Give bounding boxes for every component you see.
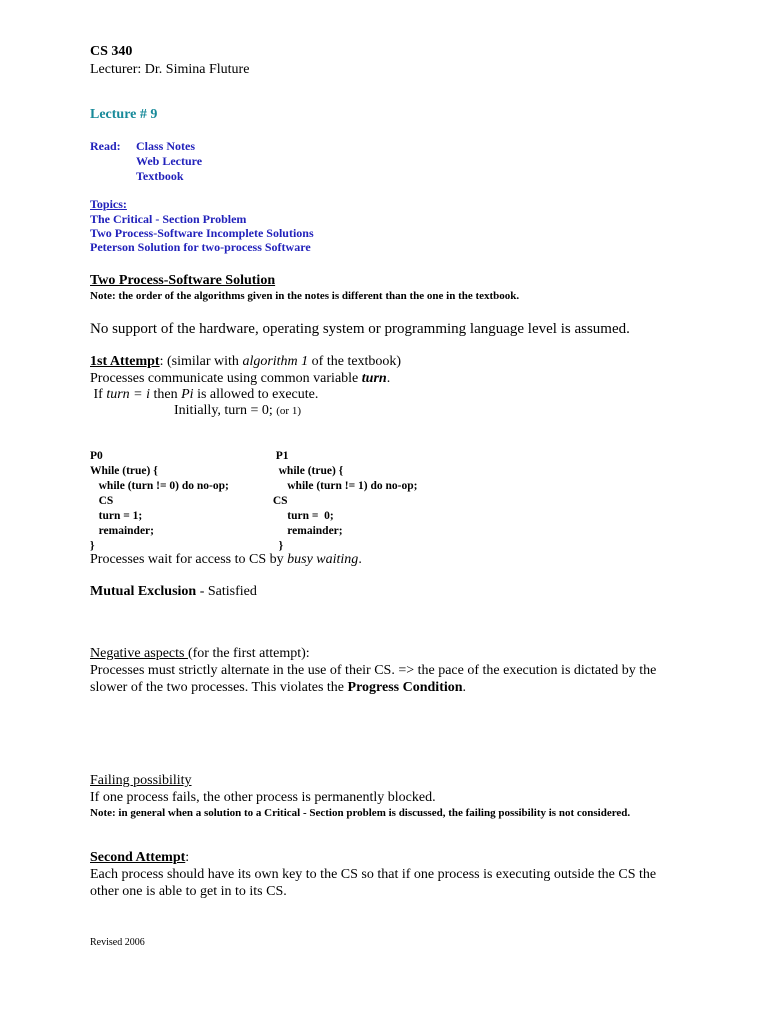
- code-line: While (true) {: [90, 465, 158, 477]
- code-block-p1: [270, 434, 417, 569]
- code-line: remainder;: [90, 525, 154, 537]
- negative-aspects-heading-line: [90, 646, 310, 662]
- attempt1-heading-rest-b: of the textbook): [308, 354, 402, 369]
- mutual-exclusion-status: - Satisfied: [196, 584, 257, 599]
- code-line: CS: [270, 495, 288, 507]
- attempt1-line2: [90, 387, 318, 403]
- progress-condition: Progress Condition: [347, 680, 463, 695]
- turn-variable: turn: [361, 371, 387, 386]
- code-line: P0: [90, 450, 103, 462]
- negative-aspects-rest: (for the first attempt):: [187, 646, 310, 661]
- algorithm-ref: algorithm 1: [242, 354, 309, 369]
- attempt2-colon: :: [185, 850, 190, 865]
- initial-text: Initially, turn = 0;: [174, 403, 273, 418]
- code-line: }: [270, 540, 284, 552]
- failing-note: Note: in general when a solution to a Critical - Section problem is discussed, the failing possibility is not considered.: [90, 807, 631, 819]
- turn-condition: turn = i: [106, 387, 151, 402]
- attempt1-heading-line: [90, 354, 401, 370]
- attempt2-text: Each process should have its own key to the CS so that if one process is executing outside the CS the other one is able to get in to its CS.: [90, 867, 657, 899]
- code-line: remainder;: [270, 525, 343, 537]
- attempt1-line1: [90, 371, 390, 387]
- negative-text: Processes must strictly alternate in the use of their CS. => the pace of the execution is dictated by the slower of the two processes. This violates the: [90, 663, 657, 695]
- negative-aspects-text: [90, 662, 660, 696]
- allowed-text: is allowed to execute.: [193, 387, 319, 402]
- busy-period: .: [358, 552, 362, 567]
- read-item-web-lecture: Web Lecture: [136, 154, 203, 168]
- initial-value-line: [174, 403, 301, 419]
- code-line: turn = 0;: [270, 510, 334, 522]
- read-label: Read:: [90, 139, 121, 153]
- code-line: while (turn != 0) do no-op;: [90, 480, 229, 492]
- read-item-class-notes: Class Notes: [136, 139, 195, 153]
- attempt1-heading: 1st Attempt: [90, 354, 160, 369]
- section-title: Two Process-Software Solution: [90, 273, 276, 288]
- code-line: }: [90, 540, 95, 552]
- read-item-textbook: Textbook: [136, 169, 184, 183]
- topic-item: Peterson Solution for two-process Software: [90, 240, 311, 254]
- negative-period: .: [462, 680, 467, 695]
- topic-item: Two Process-Software Incomplete Solutions: [90, 226, 314, 240]
- topic-item: The Critical - Section Problem: [90, 212, 247, 226]
- initial-alt: (or 1): [276, 405, 302, 417]
- code-line: turn = 1;: [90, 510, 143, 522]
- code-line: CS: [90, 495, 114, 507]
- topics-label: Topics:: [90, 197, 127, 211]
- then-text: then: [150, 387, 182, 402]
- pi-symbol: Pi: [181, 387, 194, 402]
- code-line: P1: [270, 450, 289, 462]
- failing-text: If one process fails, the other process is permanently blocked.: [90, 790, 436, 805]
- line1-period: .: [386, 371, 391, 386]
- attempt1-heading-rest: : (similar with: [159, 354, 243, 369]
- busy-text: Processes wait for access to CS by: [90, 552, 288, 567]
- mutual-exclusion-line: [90, 584, 257, 600]
- negative-aspects-heading: Negative aspects: [90, 646, 188, 661]
- lecture-number: Lecture # 9: [90, 107, 158, 122]
- busy-waiting-line: [90, 552, 362, 568]
- attempt2-heading-line: [90, 850, 189, 866]
- revised-footer: Revised 2006: [90, 937, 145, 948]
- code-line: while (true) {: [270, 465, 344, 477]
- course-code: CS 340: [90, 44, 133, 59]
- line1-text: Processes communicate using common variable: [90, 371, 362, 386]
- mutual-exclusion-label: Mutual Exclusion: [90, 584, 197, 599]
- lecturer-name: Lecturer: Dr. Simina Fluture: [90, 62, 250, 77]
- code-block-p0: [90, 434, 229, 569]
- failing-heading: Failing possibility: [90, 773, 192, 788]
- code-line: while (turn != 1) do no-op;: [270, 480, 418, 492]
- busy-waiting-term: busy waiting: [287, 552, 359, 567]
- if-text: If: [90, 387, 107, 402]
- no-support-text: No support of the hardware, operating system or programming language level is assumed.: [90, 321, 630, 337]
- attempt2-heading: Second Attempt: [90, 850, 186, 865]
- section-note: Note: the order of the algorithms given in the notes is different than the one in the textbook.: [90, 290, 520, 302]
